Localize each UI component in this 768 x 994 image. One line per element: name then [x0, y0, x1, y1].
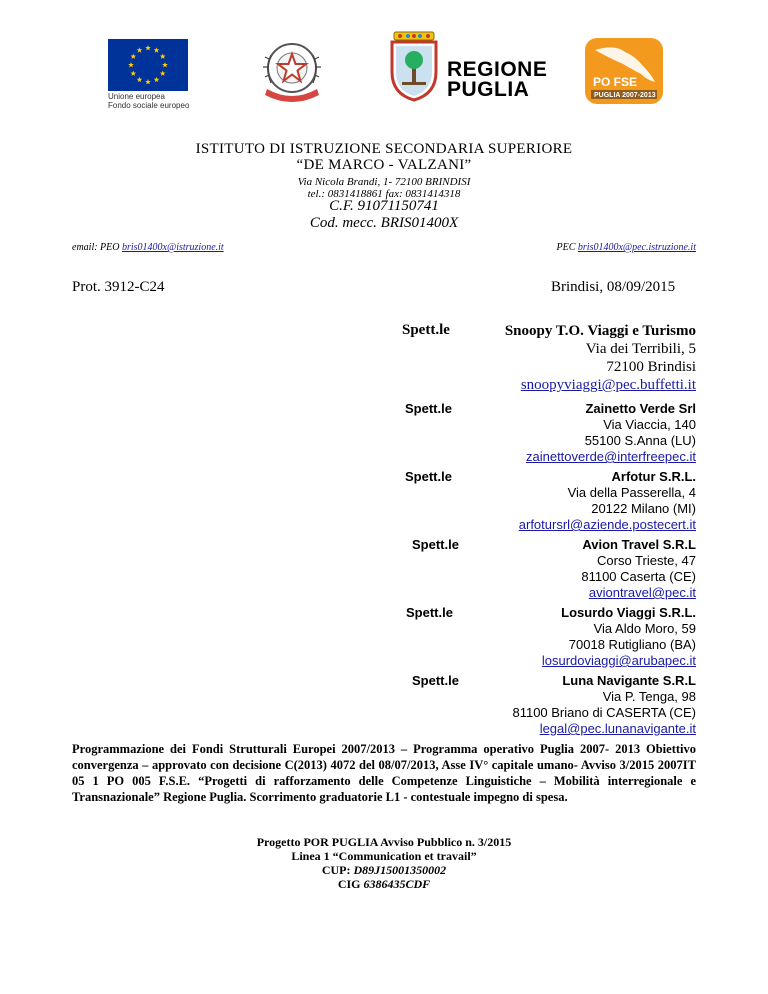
recipient-label: Spett.le — [402, 322, 450, 338]
letter-subject: Programmazione dei Fondi Strutturali Europei 2007/2013 – Programma operativo Puglia 2007- 2013 Obiettivo convergenza – approvato con decisione C(2013) 4072 del 08/07/2013, Asse IV° capitale umano- Avviso 3/2015 2007IT 05 1 PO 005 F.S.E. “Progetti di rafforzamento delle Competenze Linguistiche – Mobilità interregionale e Transnazionale” Regione Puglia. Scorrimento graduatorie L1 - contestuale impegno di spesa. — [72, 742, 696, 804]
project-info: Progetto POR PUGLIA Avviso Pubblico n. 3/2015 Linea 1 “Communication et travail” CUP: D89J15001350002 CIG 6386435CDF — [256, 835, 512, 891]
recipient-label: Spett.le — [412, 537, 459, 552]
letter-date: Brindisi, 08/09/2015 — [551, 279, 676, 295]
peo-email-link[interactable]: bris01400x@istruzione.it — [122, 242, 224, 253]
recipient-block: Losurdo Viaggi S.R.L. Via Aldo Moro, 59 70018 Rutigliano (BA) losurdoviaggi@arubapec.it — [541, 605, 696, 668]
institute-codes: C.F. 91071150741 Cod. mecc. BRIS01400X — [309, 198, 459, 231]
recipient-block: Avion Travel S.R.L Corso Trieste, 47 81100 Caserta (CE) aviontravel@pec.it — [581, 537, 696, 600]
recipient-email-link[interactable]: legal@pec.lunanavigante.it — [539, 721, 696, 736]
pec-email-line: PEC bris01400x@pec.istruzione.it — [556, 242, 696, 253]
recipient-email-link[interactable]: snoopyviaggi@pec.buffetti.it — [520, 377, 696, 393]
eu-flag-logo — [108, 39, 188, 91]
protocol-number: Prot. 3912-C24 — [72, 279, 165, 295]
recipient-block: Zainetto Verde Srl Via Viaccia, 140 55100 S.Anna (LU) zainettoverde@interfreepec.it — [525, 401, 696, 464]
cup-code: D89J15001350002 — [353, 863, 447, 877]
italian-republic-emblem-icon — [257, 37, 327, 105]
recipient-email-link[interactable]: arfotursrl@aziende.postecert.it — [518, 517, 696, 532]
po-fse-logo — [585, 38, 663, 104]
po-fse-title: PO FSE — [593, 75, 638, 89]
recipient-label: Spett.le — [406, 605, 453, 620]
regione-puglia-shield-icon — [388, 30, 440, 102]
institute-name-line1: ISTITUTO DI ISTRUZIONE SECONDARIA SUPERIORE — [195, 141, 573, 157]
eu-caption: Unione europea Fondo sociale europeo — [108, 92, 190, 110]
peo-email-line: email: PEO bris01400x@istruzione.it — [72, 242, 224, 253]
recipient-block: Arfotur S.R.L. Via della Passerella, 4 20122 Milano (MI) arfotursrl@aziende.postecert.it — [518, 469, 696, 532]
recipient-email-link[interactable]: losurdoviaggi@arubapec.it — [541, 653, 696, 668]
recipient-email-link[interactable]: zainettoverde@interfreepec.it — [525, 449, 696, 464]
po-fse-subtitle: PUGLIA 2007-2013 — [594, 92, 656, 99]
cig-code: 6386435CDF — [363, 877, 431, 891]
recipient-label: Spett.le — [405, 469, 452, 484]
recipient-label: Spett.le — [412, 673, 459, 688]
recipient-label: Spett.le — [405, 401, 452, 416]
recipient-email-link[interactable]: aviontravel@pec.it — [588, 585, 696, 600]
institute-address: Via Nicola Brandi, 1- 72100 BRINDISI tel.: 0831418861 fax: 0831414318 — [297, 176, 471, 200]
recipient-block: Luna Navigante S.R.L Via P. Tenga, 98 81100 Briano di CASERTA (CE) legal@pec.lunanavigante.it — [512, 673, 696, 736]
pec-email-link[interactable]: bris01400x@pec.istruzione.it — [577, 242, 696, 253]
recipient-block: Snoopy T.O. Viaggi e Turismo Via dei Terribili, 5 72100 Brindisi snoopyviaggi@pec.buffetti.it — [504, 323, 696, 393]
institute-name-line2: “DE MARCO - VALZANI” — [296, 157, 472, 173]
regione-puglia-wordmark: REGIONE PUGLIA — [447, 58, 548, 101]
